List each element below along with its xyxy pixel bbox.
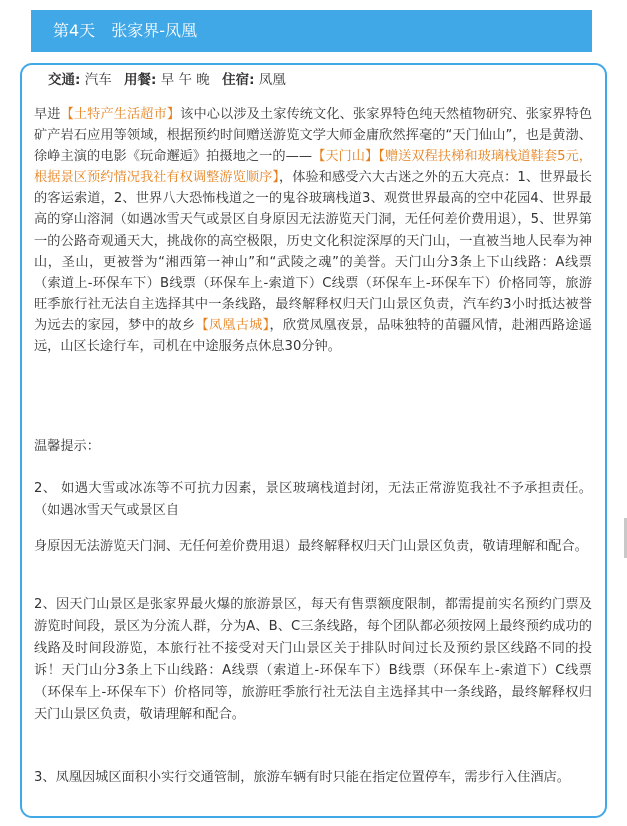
highlight-tianmen-mountain: 【天门山】【赠送双程扶梯和玻璃栈道鞋套5元，根据景区预约情况我社有权调整游览顺序】 xyxy=(34,149,592,186)
desc-text-1: 早进 xyxy=(34,107,61,122)
day-meta xyxy=(48,70,286,90)
tip-1-continued: 身原因无法游览天门洞、无任何差价费用退）最终解释权归天门山景区负责，敬请理解和配合。 xyxy=(34,539,588,554)
day-header xyxy=(31,10,592,52)
highlight-supermarket: 【土特产生活超市】 xyxy=(60,107,181,122)
stay-label: 住宿: xyxy=(222,72,255,88)
transport-value: 汽车 xyxy=(84,72,112,88)
meal-value: 早 午 晚 xyxy=(160,72,210,88)
day-number: 第4天 xyxy=(53,21,96,40)
tip-2: 2、因天门山景区是张家界最火爆的旅游景区，每天有售票额度限制，都需提前实名预约门票及游览时间段，景区为分流人群，分为A、B、C三条线路，每个团队都必须按网上最终预约成功的线路及时间段游览，本旅行社不接受对天门山景区关于排队时间过长及预约景区线路不同的投诉！天门山分3条上下山线路：A线票（索道上-环保车下）B线票（环保车上-索道下）C线票（环保车上-环保车下）价格同等，旅游旺季旅行社无法自主选择其中一条线路，最终解释权归天门山景区负责，敬请理解和配合。 xyxy=(34,597,592,722)
tip-1: 2、 如遇大雪或冰冻等不可抗力因素，景区玻璃栈道封闭，无法正常游览我社不予承担责任。（如遇冰雪天气或景区自 xyxy=(34,481,592,518)
desc-text-4: ，欣赏凤凰夜景，品味独特的苗疆风情，赴湘西路途遥远，山区长途行车，司机在中途服务点休息30分钟。 xyxy=(34,317,592,355)
desc-text-3: ，体验和感受六大古迷之外的五大亮点：1、世界最长的客运索道，2、世界八大恐怖栈道之一的鬼谷玻璃栈道3、观赏世界最高的空中花园4、世界最高的穿山溶洞（如遇冰雪天气或景区自身原因无法游览天门洞，无任何差价费用退），5、世界第一的公路奇观通天大，挑战你的高空极限，历史文化积淀深厚的天门山，一直被当地人民奉为神山，圣山，更被誉为“湘西第一神山”和“武陵之魂”的美誉。天门山分3条上下山线路：A线票（索道上-环保车下）B线票（环保车上-索道下）C线票（环保车上-环保车下）价格同等，旅游旺季旅行社无法自主选择其中一条线路，最终解释权归天门山景区负责，汽车约3小时抵达被誉为远去的家园，梦中的故乡 xyxy=(34,170,592,333)
transport-label: 交通: xyxy=(48,72,81,88)
stay-value: 凤凰 xyxy=(258,72,286,88)
desc-text-2: 该中心以涉及土家传统文化、张家界特色纯天然植物研究、张家界特色矿产岩石应用等领域，根据预约时间赠送游览文学大师金庸欣然挥毫的“天门仙山”，也是黄渤、徐峥主演的电影《玩命邂逅》拍摄地之一的—— xyxy=(34,107,592,165)
tip-3: 3、凤凰因城区面积小实行交通管制，旅游车辆有时只能在指定位置停车，需步行入住酒店。 xyxy=(34,770,570,785)
tips-title: 温馨提示： xyxy=(34,439,100,454)
day-route: 张家界-凤凰 xyxy=(111,21,197,40)
itinerary-description xyxy=(34,104,592,357)
meal-label: 用餐: xyxy=(124,72,157,88)
highlight-fenghuang-town: 【凤凰古城】 xyxy=(195,317,270,333)
